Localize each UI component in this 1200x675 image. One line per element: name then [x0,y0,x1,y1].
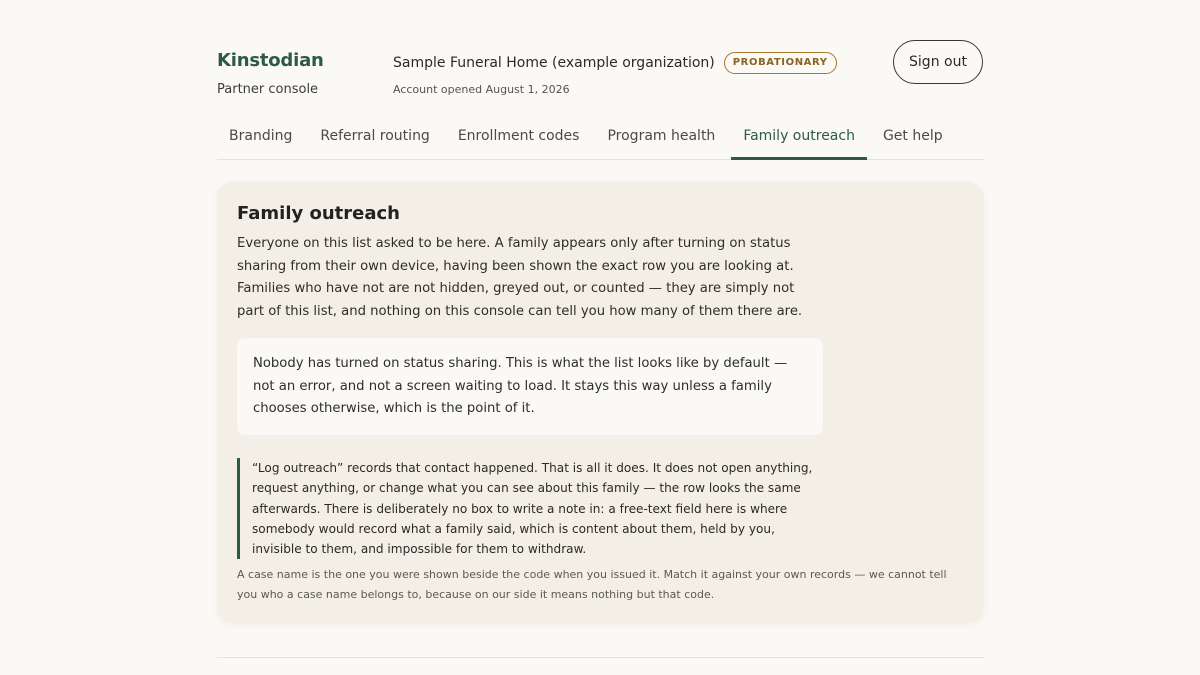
sign-out-button[interactable]: Sign out [893,40,983,84]
tab-program-health[interactable]: Program health [607,128,716,144]
log-outreach-note: “Log outreach” records that contact happened. That is all it does. It does not open anything, request anything, or change what you can see about this family — the row looks the same afterwards. There is deliberately no box to write a note in: a free-text field here is where somebody would record what a family said, which is content about them, held by you, invisible to them, and impossible for them to withdraw. [237,458,827,559]
section-title: Family outreach [237,203,400,224]
bottom-divider [217,657,984,658]
status-badge: PROBATIONARY [724,52,837,74]
brand-logo-text[interactable]: Kinstodian [217,50,324,71]
tab-enrollment-codes[interactable]: Enrollment codes [457,128,580,144]
organization-row [393,50,837,75]
tab-branding[interactable]: Branding [229,128,293,144]
brand-subtitle: Partner console [217,82,319,97]
case-name-footnote: A case name is the one you were shown beside the code when you issued it. Match it against your own records — we cannot tell you who a case name belongs to, because on our side it means nothing but that code. [237,568,947,601]
tab-referral-routing[interactable]: Referral routing [320,128,430,144]
account-opened-date: Account opened August 1, 2026 [393,83,570,96]
empty-state-message: Nobody has turned on status sharing. This is what the list looks like by default — not an error, and not a screen waiting to load. It stays this way unless a family chooses otherwise, which is the point of it. [237,338,823,435]
section-intro: Everyone on this list asked to be here. A family appears only after turning on status sharing from their own device, having been shown the exact row you are looking at. Families who have not are not hidden, greyed out, or counted — they are simply not part of this list, and nothing on this console can tell you how many of them there are. [237,236,803,319]
tab-get-help[interactable]: Get help [882,128,943,144]
organization-name: Sample Funeral Home (example organization) [393,54,715,71]
tab-bar [217,118,984,160]
tab-family-outreach[interactable]: Family outreach [731,118,867,160]
organization-block [393,50,837,96]
brand-block [217,50,324,97]
family-outreach-card [217,182,984,623]
